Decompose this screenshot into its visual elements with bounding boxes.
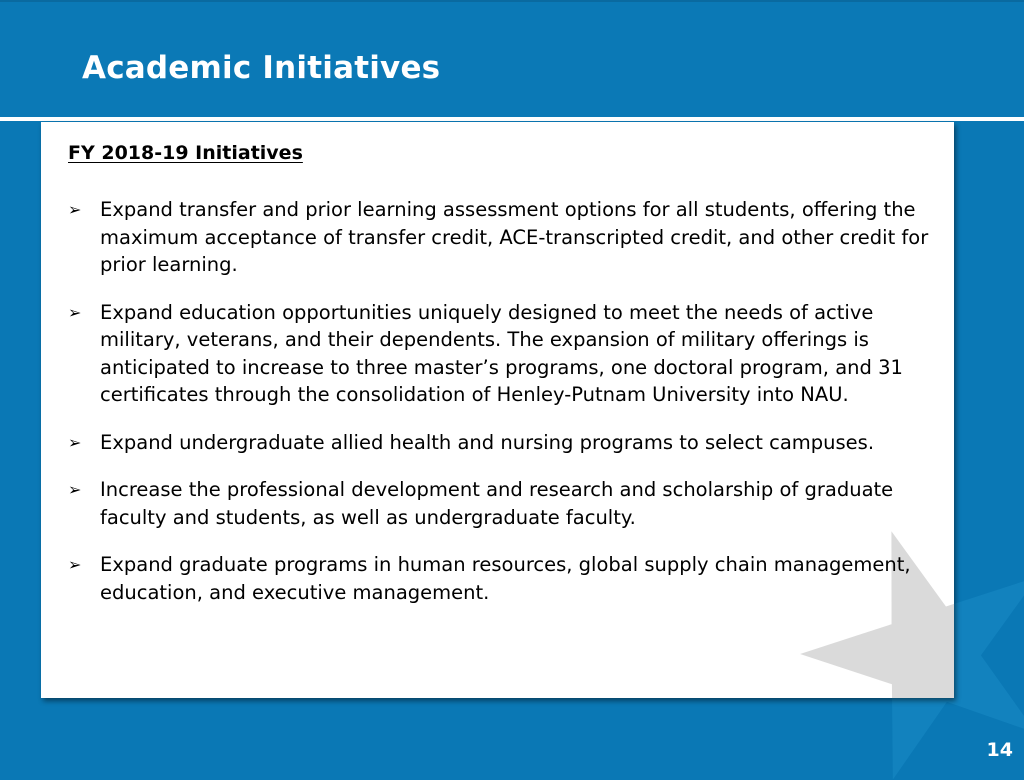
list-item bbox=[68, 429, 938, 457]
list-item-text: Expand transfer and prior learning assessment options for all students, offering the maximum acceptance of transfer credit, ACE-transcripted credit, and other credit for prior learning. bbox=[100, 198, 929, 276]
list-item bbox=[68, 299, 938, 409]
arrow-bullet-icon: ➢ bbox=[68, 432, 82, 452]
arrow-bullet-icon: ➢ bbox=[68, 480, 82, 499]
list-item bbox=[68, 476, 938, 531]
content-panel bbox=[41, 122, 954, 698]
list-item bbox=[68, 551, 938, 606]
list-item-text: Increase the professional development and research and scholarship of graduate faculty and students, as well as undergraduate faculty. bbox=[100, 478, 894, 529]
page-number: 14 bbox=[986, 739, 1013, 761]
slide-title: Academic Initiatives bbox=[82, 50, 441, 86]
header-divider bbox=[0, 117, 1024, 121]
initiatives-list bbox=[68, 196, 938, 606]
list-item-text: Expand graduate programs in human resources, global supply chain management, education, and executive management. bbox=[100, 553, 911, 604]
list-item bbox=[68, 196, 938, 279]
arrow-bullet-icon: ➢ bbox=[68, 302, 82, 322]
section-heading: FY 2018-19 Initiatives bbox=[68, 142, 303, 164]
arrow-bullet-icon: ➢ bbox=[68, 200, 82, 219]
arrow-bullet-icon: ➢ bbox=[68, 555, 82, 574]
list-item-text: Expand education opportunities uniquely designed to meet the needs of active military, veterans, and their dependents. The expansion of military offerings is anticipated to increase to three master’s programs, one doctoral program, and 31 certificates through the consolidation of Henley-Putnam University into NAU. bbox=[100, 300, 903, 406]
list-item-text: Expand undergraduate allied health and nursing programs to select campuses. bbox=[100, 430, 875, 454]
